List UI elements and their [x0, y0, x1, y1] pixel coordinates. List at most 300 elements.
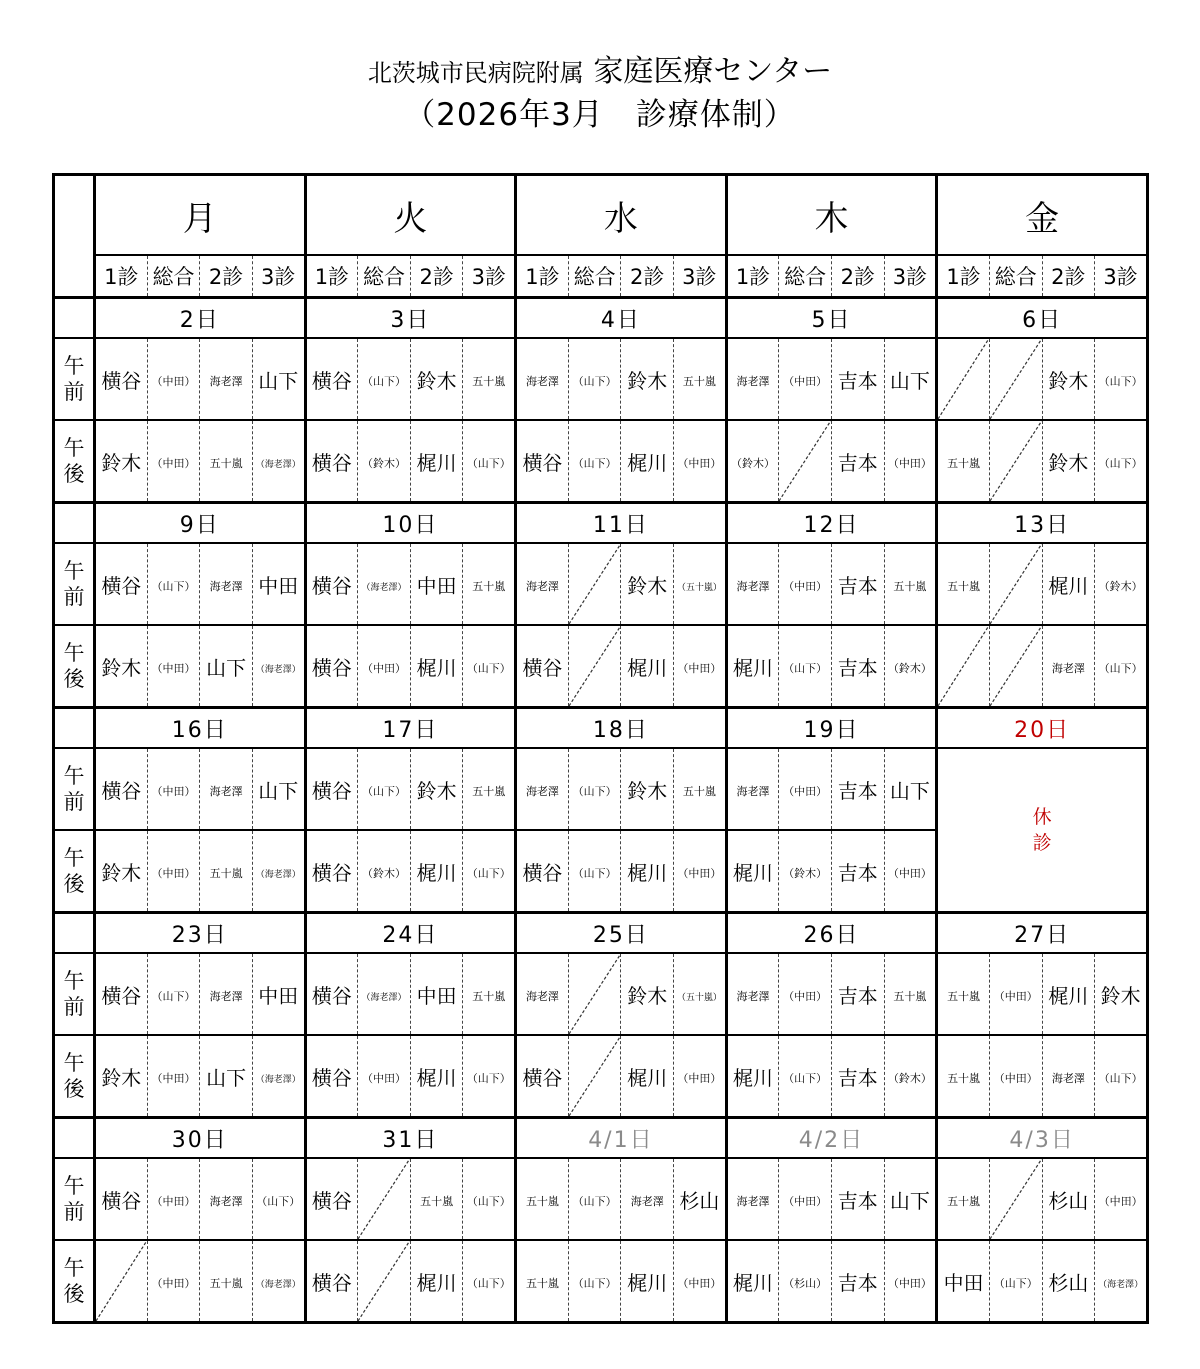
closed-char: 診 — [1032, 832, 1052, 854]
slot-header-row — [54, 255, 1148, 298]
doctor-cell — [884, 543, 937, 625]
doctor-name-small: （山下） — [572, 784, 617, 798]
doctor-cell — [463, 338, 516, 420]
doctor-name: 吉本 — [837, 1065, 878, 1090]
doctor-cell — [252, 338, 305, 420]
doctor-cell — [937, 420, 990, 503]
doctor-cell — [568, 338, 621, 420]
doctor-name: 吉本 — [837, 655, 878, 680]
doctor-cell — [200, 543, 253, 625]
doctor-cell — [1042, 1158, 1095, 1240]
doctor-cell — [621, 1158, 674, 1240]
slot-label: 1診 — [726, 255, 779, 298]
doctor-name-small: 海老澤 — [209, 374, 243, 388]
doctor-name: 横谷 — [311, 450, 352, 475]
doctor-name-small: （鈴木） — [362, 456, 407, 470]
doctor-cell — [147, 953, 200, 1035]
doctor-name-small: 五十嵐 — [472, 784, 506, 798]
am-row — [54, 953, 1148, 1035]
doctor-cell — [358, 338, 411, 420]
doctor-cell — [147, 625, 200, 708]
label-char: 後 — [63, 667, 85, 691]
doctor-cell — [779, 1158, 832, 1240]
doctor-cell — [410, 748, 463, 830]
doctor-name: 鈴木 — [101, 450, 142, 475]
doctor-cell — [463, 420, 516, 503]
doctor-cell — [358, 625, 411, 708]
doctor-name-small: （中田） — [783, 1194, 828, 1208]
doctor-name: 中田 — [258, 983, 299, 1008]
doctor-cell — [95, 953, 148, 1035]
doctor-name-small: （中田） — [887, 1276, 932, 1290]
doctor-name: 中田 — [258, 573, 299, 598]
doctor-cell — [1042, 543, 1095, 625]
doctor-cell — [568, 625, 621, 708]
doctor-cell — [621, 748, 674, 830]
doctor-name: 吉本 — [837, 1270, 878, 1295]
doctor-name-small: （杉山） — [783, 1276, 828, 1290]
day-name-3: 木 — [726, 175, 937, 256]
doctor-cell — [305, 338, 358, 420]
doctor-name-small: （山下） — [466, 1071, 511, 1085]
doctor-name-small: （海老澤） — [255, 459, 301, 470]
doctor-cell — [568, 543, 621, 625]
doctor-cell — [779, 625, 832, 708]
doctor-name-small: （中田） — [151, 866, 196, 880]
doctor-name: 横谷 — [101, 778, 142, 803]
doctor-name: 鈴木 — [416, 368, 457, 393]
doctor-name: 梶川 — [627, 1065, 668, 1090]
doctor-cell — [937, 1240, 990, 1323]
doctor-cell — [568, 748, 621, 830]
doctor-name: 横谷 — [311, 368, 352, 393]
doctor-name-small: 五十嵐 — [525, 1276, 559, 1290]
doctor-name-small: （中田） — [677, 1071, 722, 1085]
date-label: 10日 — [305, 503, 516, 544]
doctor-name: 梶川 — [1048, 573, 1089, 598]
doctor-cell — [147, 748, 200, 830]
doctor-name-small: （山下） — [783, 1071, 828, 1085]
doctor-name-small: 五十嵐 — [947, 456, 981, 470]
doctor-cell — [358, 830, 411, 913]
doctor-cell — [305, 420, 358, 503]
doctor-cell — [463, 625, 516, 708]
doctor-name: 梶川 — [733, 860, 773, 885]
doctor-cell — [200, 338, 253, 420]
doctor-name-small: （海老澤） — [255, 869, 301, 880]
slot-label: 1診 — [95, 255, 148, 298]
doctor-cell — [726, 830, 779, 913]
day-header-row — [54, 175, 1148, 256]
doctor-cell — [95, 830, 148, 913]
doctor-name: 吉本 — [837, 860, 878, 885]
doctor-name-small: 五十嵐 — [893, 989, 927, 1003]
doctor-cell — [568, 420, 621, 503]
doctor-cell — [831, 830, 884, 913]
doctor-name: 鈴木 — [627, 983, 668, 1008]
closed-char: 休 — [1032, 806, 1052, 828]
doctor-cell — [674, 953, 727, 1035]
doctor-name: 横谷 — [101, 368, 142, 393]
doctor-cell — [726, 1240, 779, 1323]
doctor-cell — [937, 1158, 990, 1240]
doctor-name-small: （五十嵐） — [676, 992, 722, 1003]
doctor-name-small: （山下） — [1098, 374, 1143, 388]
doctor-name: 鈴木 — [416, 778, 457, 803]
doctor-cell — [252, 543, 305, 625]
slot-label: 1診 — [305, 255, 358, 298]
doctor-cell — [621, 1035, 674, 1118]
slot-label: 1診 — [516, 255, 569, 298]
doctor-cell — [621, 420, 674, 503]
doctor-cell — [305, 953, 358, 1035]
doctor-cell — [200, 748, 253, 830]
doctor-name: 山下 — [206, 1065, 247, 1090]
doctor-name-small: 五十嵐 — [209, 866, 243, 880]
doctor-cell — [1042, 1240, 1095, 1323]
doctor-cell — [1042, 420, 1095, 503]
pm-row — [54, 420, 1148, 503]
doctor-cell — [884, 625, 937, 708]
not-staffed-slash-icon — [990, 544, 1042, 624]
doctor-cell — [1042, 953, 1095, 1035]
doctor-name-small: 海老澤 — [525, 784, 559, 798]
not-staffed-slash-icon — [990, 626, 1042, 706]
doctor-name-small: 海老澤 — [736, 989, 770, 1003]
label-char: 午 — [63, 1256, 85, 1280]
label-char: 後 — [63, 462, 85, 486]
doctor-cell — [989, 1240, 1042, 1323]
doctor-name: 梶川 — [627, 655, 668, 680]
doctor-cell — [884, 748, 937, 830]
doctor-name-small: 海老澤 — [630, 1194, 664, 1208]
doctor-name-small: （海老澤） — [255, 1279, 301, 1290]
doctor-cell — [516, 1240, 569, 1323]
doctor-name: 中田 — [943, 1270, 984, 1295]
doctor-name-small: （鈴木） — [783, 866, 828, 880]
doctor-cell — [410, 1035, 463, 1118]
afternoon-label — [54, 1035, 95, 1118]
doctor-name-small: 海老澤 — [1051, 1071, 1085, 1085]
doctor-name-small: 五十嵐 — [947, 1194, 981, 1208]
doctor-name-small: （中田） — [151, 661, 196, 675]
doctor-cell — [779, 748, 832, 830]
date-label: 13日 — [937, 503, 1148, 544]
doctor-name-small: （山下） — [572, 456, 617, 470]
doctor-name-small: （中田） — [887, 456, 932, 470]
morning-label — [54, 338, 95, 420]
doctor-cell — [410, 1240, 463, 1323]
doctor-cell — [1095, 1240, 1148, 1323]
label-char: 午 — [63, 641, 85, 665]
doctor-cell — [779, 953, 832, 1035]
not-staffed-slash-icon — [358, 1159, 410, 1239]
slot-label: 総合 — [147, 255, 200, 298]
doctor-name-small: 五十嵐 — [472, 374, 506, 388]
not-staffed-slash-icon — [990, 339, 1042, 419]
doctor-cell — [621, 953, 674, 1035]
doctor-name-small: （中田） — [783, 579, 828, 593]
doctor-name: 横谷 — [101, 573, 142, 598]
doctor-name: 吉本 — [837, 1188, 878, 1213]
doctor-cell — [516, 748, 569, 830]
doctor-cell — [674, 748, 727, 830]
date-label: 4日 — [516, 298, 727, 339]
date-label: 6日 — [937, 298, 1148, 339]
doctor-cell — [200, 420, 253, 503]
doctor-cell — [252, 1035, 305, 1118]
doctor-name-small: 五十嵐 — [209, 456, 243, 470]
doctor-name-small: （中田） — [1098, 1194, 1143, 1208]
doctor-cell — [884, 830, 937, 913]
doctor-name-small: 五十嵐 — [947, 579, 981, 593]
doctor-cell — [674, 830, 727, 913]
doctor-cell — [463, 830, 516, 913]
doctor-cell — [726, 1158, 779, 1240]
doctor-name-small: （鈴木） — [731, 456, 775, 470]
doctor-cell — [305, 1240, 358, 1323]
doctor-cell — [463, 748, 516, 830]
doctor-cell — [937, 953, 990, 1035]
doctor-name-small: （山下） — [466, 661, 511, 675]
doctor-name-small: 海老澤 — [736, 784, 770, 798]
doctor-cell — [200, 1035, 253, 1118]
doctor-cell — [831, 1240, 884, 1323]
doctor-cell — [252, 748, 305, 830]
doctor-name-small: （鈴木） — [887, 1071, 932, 1085]
doctor-name-small: （山下） — [993, 1276, 1038, 1290]
slot-label: 総合 — [358, 255, 411, 298]
doctor-name: 横谷 — [311, 983, 352, 1008]
date-row-spacer — [54, 708, 95, 749]
label-char: 前 — [63, 995, 85, 1019]
doctor-name-small: 海老澤 — [209, 784, 243, 798]
doctor-name: 山下 — [258, 368, 299, 393]
doctor-cell — [989, 1035, 1042, 1118]
week-date-row — [54, 913, 1148, 954]
doctor-cell — [147, 1158, 200, 1240]
doctor-cell — [621, 625, 674, 708]
doctor-name: 吉本 — [837, 450, 878, 475]
doctor-name-small: （山下） — [362, 784, 407, 798]
doctor-cell — [95, 543, 148, 625]
doctor-name-small: （山下） — [362, 374, 407, 388]
doctor-cell — [831, 1035, 884, 1118]
doctor-cell — [95, 1158, 148, 1240]
slot-label: 3診 — [674, 255, 727, 298]
doctor-cell — [463, 953, 516, 1035]
doctor-name: 横谷 — [522, 655, 563, 680]
doctor-cell — [989, 1158, 1042, 1240]
doctor-name: 横谷 — [311, 1270, 352, 1295]
doctor-name: 吉本 — [837, 983, 878, 1008]
doctor-cell — [621, 338, 674, 420]
slot-label: 2診 — [621, 255, 674, 298]
doctor-name-small: （山下） — [466, 1276, 511, 1290]
doctor-cell — [779, 1240, 832, 1323]
doctor-name: 横谷 — [101, 983, 142, 1008]
date-label: 17日 — [305, 708, 516, 749]
doctor-cell — [252, 420, 305, 503]
doctor-cell — [516, 338, 569, 420]
hospital-name: 北茨城市民病院附属 — [367, 59, 584, 87]
doctor-name: 梶川 — [733, 655, 773, 680]
doctor-name-small: （五十嵐） — [676, 582, 722, 593]
doctor-name-small: （中田） — [677, 866, 722, 880]
doctor-name-small: （山下） — [256, 1194, 301, 1208]
doctor-cell — [147, 543, 200, 625]
doctor-cell — [989, 338, 1042, 420]
doctor-cell — [305, 1158, 358, 1240]
doctor-cell — [410, 830, 463, 913]
header-corner — [54, 175, 95, 298]
doctor-cell — [410, 338, 463, 420]
doctor-cell — [674, 1158, 727, 1240]
doctor-cell — [147, 420, 200, 503]
doctor-name: 山下 — [889, 778, 930, 803]
doctor-cell — [1095, 420, 1148, 503]
doctor-name-small: 海老澤 — [525, 989, 559, 1003]
pm-row — [54, 1035, 1148, 1118]
doctor-cell — [252, 1240, 305, 1323]
doctor-name: 中田 — [416, 573, 457, 598]
doctor-name-small: （中田） — [887, 866, 932, 880]
date-label: 4/1日 — [516, 1118, 727, 1159]
doctor-name-small: （山下） — [1098, 456, 1143, 470]
doctor-cell — [200, 1240, 253, 1323]
doctor-name: 山下 — [258, 778, 299, 803]
slot-label: 総合 — [989, 255, 1042, 298]
doctor-cell — [726, 543, 779, 625]
date-row-spacer — [54, 913, 95, 954]
doctor-cell — [516, 830, 569, 913]
not-staffed-slash-icon — [358, 1241, 410, 1321]
doctor-cell — [463, 543, 516, 625]
slot-label: 総合 — [779, 255, 832, 298]
doctor-cell — [1095, 338, 1148, 420]
doctor-name: 横谷 — [311, 778, 352, 803]
doctor-cell — [884, 1158, 937, 1240]
pm-row — [54, 625, 1148, 708]
day-name-4: 金 — [937, 175, 1148, 256]
doctor-name-small: 五十嵐 — [472, 579, 506, 593]
date-label: 18日 — [516, 708, 727, 749]
label-char: 午 — [63, 354, 85, 378]
doctor-name: 鈴木 — [627, 573, 668, 598]
closed-notice — [937, 748, 1148, 913]
doctor-cell — [937, 338, 990, 420]
doctor-name-small: （山下） — [572, 1276, 617, 1290]
label-char: 前 — [63, 585, 85, 609]
doctor-name-small: （中田） — [677, 661, 722, 675]
doctor-name-small: （山下） — [783, 661, 828, 675]
date-label: 25日 — [516, 913, 727, 954]
page-title — [0, 52, 1200, 137]
doctor-cell — [726, 748, 779, 830]
doctor-cell — [568, 1035, 621, 1118]
doctor-cell — [674, 338, 727, 420]
doctor-name: 横谷 — [101, 1188, 142, 1213]
date-label: 31日 — [305, 1118, 516, 1159]
doctor-cell — [568, 1240, 621, 1323]
doctor-cell — [937, 543, 990, 625]
doctor-cell — [831, 338, 884, 420]
doctor-name-small: （鈴木） — [887, 661, 932, 675]
doctor-cell — [831, 625, 884, 708]
doctor-name-small: （山下） — [572, 1194, 617, 1208]
date-label: 4/2日 — [726, 1118, 937, 1159]
doctor-cell — [358, 543, 411, 625]
doctor-cell — [305, 543, 358, 625]
doctor-name: 梶川 — [627, 1270, 668, 1295]
doctor-cell — [95, 748, 148, 830]
label-char: 午 — [63, 764, 85, 788]
week-date-row — [54, 1118, 1148, 1159]
doctor-name: 山下 — [206, 655, 247, 680]
doctor-name: 横谷 — [311, 1065, 352, 1090]
doctor-cell — [568, 830, 621, 913]
doctor-name: 杉山 — [1048, 1270, 1089, 1295]
doctor-cell — [831, 953, 884, 1035]
doctor-cell — [516, 1035, 569, 1118]
morning-label — [54, 1158, 95, 1240]
not-staffed-slash-icon — [779, 421, 831, 501]
label-char: 後 — [63, 1282, 85, 1306]
doctor-cell — [726, 953, 779, 1035]
doctor-name: 横谷 — [311, 1188, 352, 1213]
doctor-name-small: 五十嵐 — [525, 1194, 559, 1208]
doctor-cell — [884, 420, 937, 503]
doctor-cell — [305, 830, 358, 913]
doctor-cell — [200, 1158, 253, 1240]
date-label: 23日 — [95, 913, 306, 954]
doctor-name: 梶川 — [416, 1065, 457, 1090]
date-label: 5日 — [726, 298, 937, 339]
doctor-name-small: 五十嵐 — [893, 579, 927, 593]
day-name-2: 水 — [516, 175, 727, 256]
doctor-name-small: （山下） — [151, 579, 196, 593]
doctor-name-small: （中田） — [151, 456, 196, 470]
not-staffed-slash-icon — [938, 339, 989, 419]
am-row — [54, 1158, 1148, 1240]
am-row — [54, 338, 1148, 420]
doctor-cell — [358, 1035, 411, 1118]
doctor-name-small: （山下） — [572, 374, 617, 388]
doctor-name: 鈴木 — [627, 368, 668, 393]
morning-label — [54, 543, 95, 625]
doctor-cell — [1042, 338, 1095, 420]
doctor-name-small: （鈴木） — [362, 866, 407, 880]
doctor-name: 横谷 — [311, 655, 352, 680]
doctor-cell — [516, 953, 569, 1035]
not-staffed-slash-icon — [569, 544, 621, 624]
doctor-cell — [147, 1035, 200, 1118]
doctor-cell — [884, 1240, 937, 1323]
doctor-name: 杉山 — [679, 1188, 720, 1213]
doctor-name-small: （山下） — [1098, 1071, 1143, 1085]
doctor-cell — [989, 625, 1042, 708]
schedule-table — [52, 173, 1149, 1324]
doctor-name-small: （山下） — [1098, 661, 1143, 675]
doctor-cell — [989, 420, 1042, 503]
doctor-name-small: 五十嵐 — [209, 1276, 243, 1290]
date-label: 4/3日 — [937, 1118, 1148, 1159]
not-staffed-slash-icon — [569, 1036, 621, 1116]
doctor-name-small: （中田） — [151, 1071, 196, 1085]
doctor-name: 鈴木 — [1048, 368, 1089, 393]
doctor-name-small: 五十嵐 — [682, 374, 716, 388]
doctor-name: 横谷 — [311, 860, 352, 885]
